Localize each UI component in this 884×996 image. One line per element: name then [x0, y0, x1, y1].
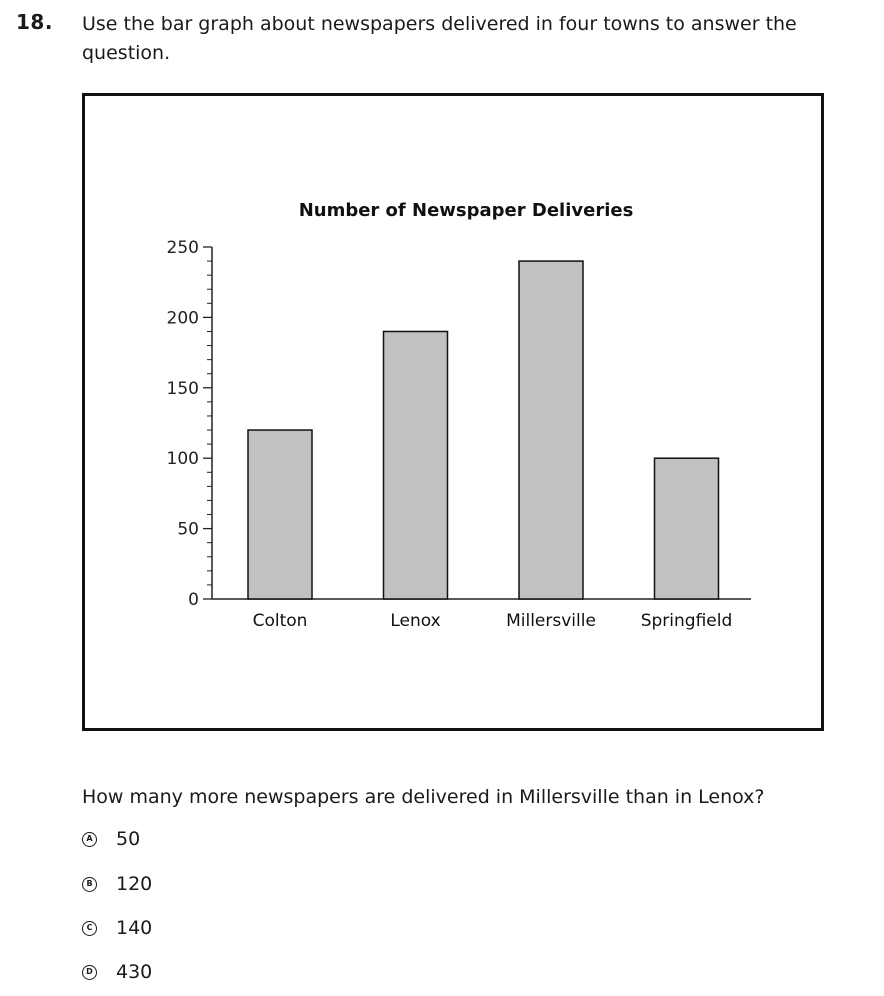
- choice-c-value: 140: [116, 917, 153, 939]
- y-tick-label: 200: [166, 308, 199, 329]
- choice-d-value: 430: [116, 961, 153, 983]
- bar-millersville: [519, 261, 583, 599]
- choice-b[interactable]: [82, 871, 152, 897]
- question-number: 18.: [16, 10, 53, 34]
- choice-b-bubble[interactable]: B: [82, 877, 97, 892]
- choice-d[interactable]: [82, 959, 152, 985]
- bar-lenox: [384, 331, 448, 599]
- x-tick-label: Colton: [252, 611, 308, 631]
- question-prompt: Use the bar graph about newspapers delivered in four towns to answer the question.: [82, 13, 797, 64]
- x-tick-label: Millersville: [506, 611, 596, 631]
- y-tick-label: 0: [188, 590, 199, 610]
- y-tick-label: 250: [166, 238, 199, 258]
- y-tick-label: 100: [166, 449, 199, 470]
- choice-b-value: 120: [116, 873, 153, 895]
- choice-a-bubble[interactable]: A: [82, 832, 97, 847]
- x-tick-label: Springfield: [640, 611, 733, 631]
- choice-c-bubble[interactable]: C: [82, 921, 97, 936]
- question-text: How many more newspapers are delivered in Millersville than in Lenox?: [82, 786, 765, 808]
- chart-frame: [82, 93, 824, 731]
- y-tick-label: 150: [166, 378, 199, 399]
- y-tick-label: 50: [177, 519, 199, 540]
- x-tick-label: Lenox: [390, 611, 441, 631]
- choice-d-bubble[interactable]: D: [82, 965, 97, 980]
- bar-springfield: [655, 458, 719, 599]
- choice-a[interactable]: [82, 826, 140, 852]
- choice-c[interactable]: [82, 915, 152, 941]
- choice-a-value: 50: [116, 828, 141, 850]
- bar-colton: [248, 430, 312, 599]
- bar-chart: [85, 96, 821, 728]
- chart-title: Number of Newspaper Deliveries: [298, 200, 634, 221]
